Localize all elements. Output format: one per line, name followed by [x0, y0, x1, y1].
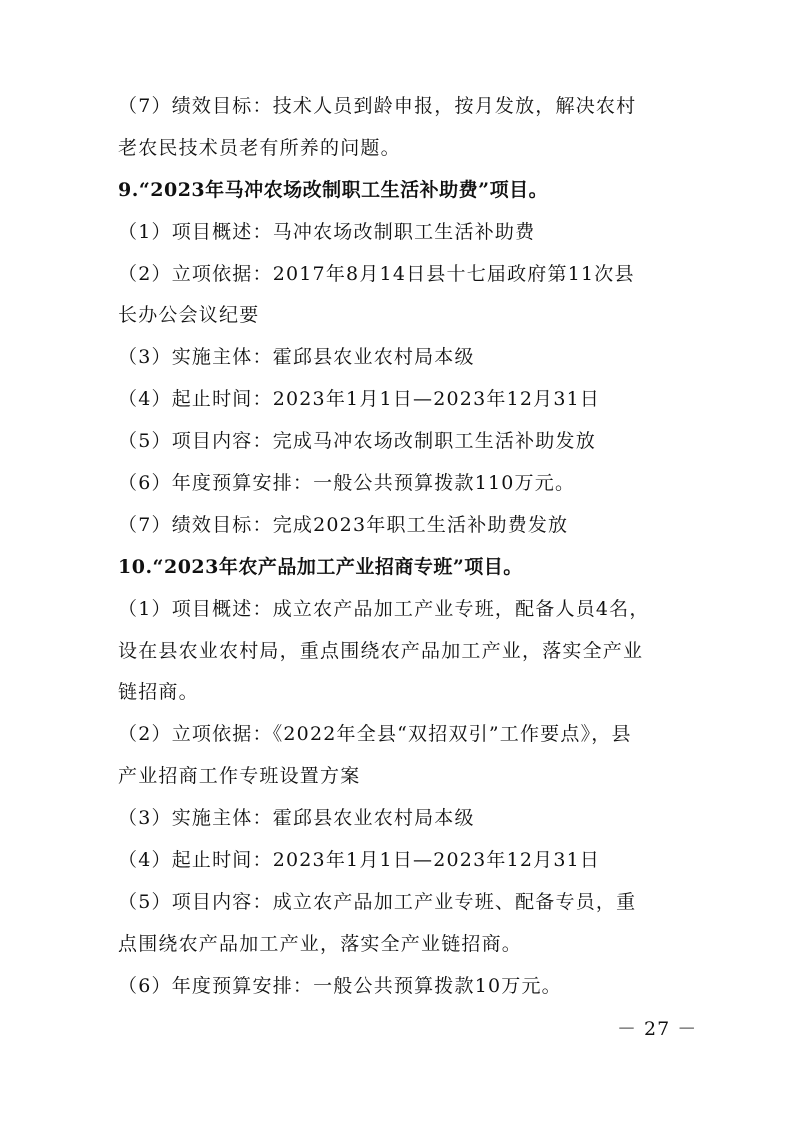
paragraph-line: （4）起止时间：2023年1月1日—2023年12月31日 [118, 388, 601, 411]
paragraph-line: 老农民技术员老有所养的问题。 [118, 136, 401, 159]
section-heading: 9.“2023年马冲农场改制职工生活补助费”项目。 [118, 178, 549, 201]
paragraph-line: （6）年度预算安排：一般公共预算拨款110万元。 [118, 472, 576, 495]
paragraph-line: （2）立项依据：2017年8月14日县十七届政府第11次县 [118, 262, 635, 285]
paragraph-line: （7）绩效目标：完成2023年职工生活补助费发放 [118, 513, 569, 536]
paragraph-line: （1）项目概述：成立农产品加工产业专班，配备人员4名， [118, 597, 650, 620]
paragraph-line: （3）实施主体：霍邱县农业农村局本级 [118, 807, 475, 830]
document-body [118, 95, 678, 1017]
paragraph-line: （3）实施主体：霍邱县农业农村局本级 [118, 346, 475, 369]
paragraph-line: （7）绩效目标：技术人员到龄申报，按月发放，解决农村 [118, 95, 637, 117]
paragraph-line: 链招商。 [118, 681, 199, 704]
paragraph-line: （6）年度预算安排：一般公共预算拨款10万元。 [118, 974, 562, 997]
page-number: － 27 － [617, 1018, 698, 1040]
paragraph-line: 产业招商工作专班设置方案 [118, 765, 361, 788]
paragraph-line: 设在县农业农村局，重点围绕农产品加工产业，落实全产业 [118, 639, 644, 662]
paragraph-line: （1）项目概述：马冲农场改制职工生活补助费 [118, 220, 536, 243]
paragraph-line: （5）项目内容：完成马冲农场改制职工生活补助发放 [118, 430, 596, 453]
paragraph-line: 长办公会议纪要 [118, 304, 260, 327]
paragraph-line: 点围绕农产品加工产业，落实全产业链招商。 [118, 932, 523, 955]
paragraph-line: （5）项目内容：成立农产品加工产业专班、配备专员，重 [118, 890, 637, 913]
paragraph-line: （2）立项依据：《2022年全县“双招双引”工作要点》，县 [118, 723, 632, 746]
paragraph-line: （4）起止时间：2023年1月1日—2023年12月31日 [118, 849, 601, 872]
section-heading: 10.“2023年农产品加工产业招商专班”项目。 [118, 555, 523, 578]
